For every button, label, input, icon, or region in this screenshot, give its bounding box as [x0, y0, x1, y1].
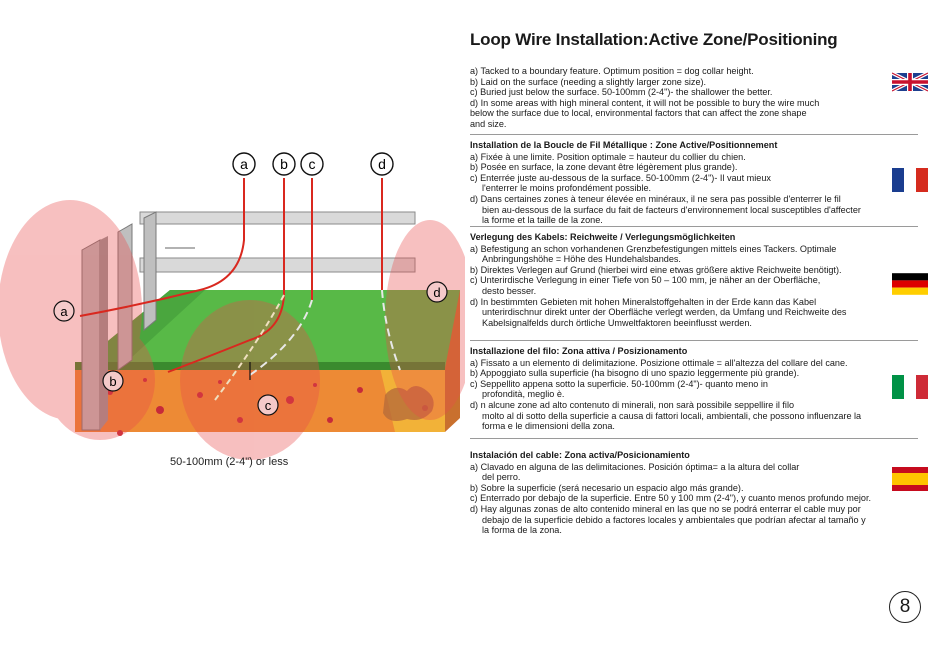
uk-flag-icon: [892, 70, 928, 94]
instruction-line: la forme et la taille de la zone.: [482, 215, 603, 226]
instruction-line: b) Laid on the surface (needing a slightly larger zone size).: [470, 76, 707, 87]
section-french: [470, 140, 940, 226]
instruction-line: a) Befestigung an schon vorhandenen Grenzbefestigungen mittels eines Tackers. Optimale: [470, 243, 837, 254]
marker-d-top: [371, 153, 393, 175]
section-heading: Installazione del filo: Zona attiva / Posizionamento: [470, 346, 688, 356]
svg-text:b: b: [280, 156, 288, 172]
instruction-line: Anbringungshöhe = Höhe des Hundehalsbandes.: [482, 254, 681, 265]
instruction-line: c) Unterirdische Verlegung in einer Tiefe von 50 – 100 mm, je näher an der Oberfläche,: [470, 275, 821, 286]
depth-caption: 50-100mm (2-4") or less: [170, 456, 289, 468]
divider: [470, 226, 918, 227]
section-spanish: [470, 450, 940, 536]
svg-text:c: c: [264, 398, 272, 413]
instruction-line: b) Direktes Verlegen auf Grund (hierbei wird eine etwas größere aktive Reichweite benötigt).: [470, 264, 842, 275]
germany-flag-icon: [892, 272, 928, 296]
instruction-line: molto al di sotto della superficie a causa di fattori locali, ambientali, che possono influenzare la: [482, 410, 862, 421]
instruction-line: b) Posée en surface, la zone devant être légèrement plus grande).: [470, 162, 738, 173]
instruction-line: b) Appoggiato sulla superficie (ha bisogno di uno spazio leggermente più grande).: [470, 368, 800, 379]
france-flag-icon: [892, 168, 928, 192]
instruction-line: a) Tacked to a boundary feature. Optimum position = dog collar height.: [470, 66, 754, 76]
instruction-line: l'enterrer le moins profondément possible.: [482, 183, 652, 194]
instruction-line: b) Sobre la superficie (será necesario un espacio algo más grande).: [470, 482, 744, 493]
instruction-line: d) In some areas with high mineral content, it will not be possible to bury the wire much: [470, 97, 820, 108]
instruction-line: d) Hay algunas zonas de alto contenido mineral en las que no se podrá enterrar el cable muy por: [470, 503, 861, 514]
instruction-line: below the surface due to local, environmental factors that can affect the zone shape: [470, 108, 807, 119]
divider: [470, 134, 918, 135]
instruction-line: c) Enterrado por debajo de la superficie. Entre 50 y 100 mm (2-4"), y cuanto menos profundo mejor.: [470, 493, 872, 504]
instruction-line: a) Fixée à une limite. Position optimale = hauteur du collier du chien.: [470, 151, 746, 162]
svg-text:d: d: [433, 285, 441, 300]
spain-flag-icon: [892, 467, 928, 491]
instruction-line: unterirdischnur direkt unter der Oberfläche verlegt werden, da Umfang und Reichweite des: [482, 307, 847, 318]
instruction-line: c) Enterrée juste au-dessous de la surface. 50-100mm (2-4")- Il vaut mieux: [470, 172, 771, 183]
instruction-line: bien au-dessous de la surface du fait de facteurs d'environnement local susceptibles d'affecter: [482, 204, 861, 215]
instruction-line: la forma de la zona.: [482, 525, 562, 536]
section-english: [470, 66, 940, 130]
svg-text:b: b: [109, 374, 117, 389]
instruction-line: a) Fissato a un elemento di delimitazione. Posizione ottimale = all'altezza del collare del cane.: [470, 357, 848, 368]
page-title: Loop Wire Installation:Active Zone/Positioning: [470, 30, 838, 49]
instruction-line: del perro.: [482, 472, 521, 483]
instruction-line: debajo de la superficie debido a factores locales y ambientales que podrían afectar al tamaño y: [482, 514, 866, 525]
section-heading: Instalación del cable: Zona activa/Posicionamiento: [470, 450, 690, 460]
section-heading: Installation de la Boucle de Fil Métallique : Zone Active/Positionnement: [470, 140, 778, 150]
instruction-line: forma e le dimensioni della zona.: [482, 421, 615, 432]
instruction-line: d) n alcune zone ad alto contenuto di minerali, non sarà possibile seppellire il filo: [470, 399, 795, 410]
marker-a-top: [233, 153, 255, 175]
marker-a-zone: [54, 301, 74, 321]
svg-text:c: c: [308, 156, 316, 172]
instruction-line: d) In bestimmten Gebieten mit hohen Mineralstoffgehalten in der Erde kann das Kabel: [470, 296, 817, 307]
italy-flag-icon: [892, 375, 928, 399]
instruction-line: a) Clavado en alguna de las delimitaciones. Posición óptima= a la altura del collar: [470, 461, 800, 472]
section-heading: Verlegung des Kabels: Reichweite / Verlegungsmöglichkeiten: [470, 232, 736, 242]
svg-text:a: a: [60, 304, 68, 319]
marker-b-zone: [103, 371, 123, 391]
instruction-line: c) Seppellito appena sotto la superficie. 50-100mm (2-4")- quanto meno in: [470, 378, 768, 389]
page-number: 8: [889, 591, 921, 623]
instruction-line: profondità, meglio è.: [482, 389, 565, 400]
instruction-line: and size.: [470, 118, 507, 129]
instruction-line: c) Buried just below the surface. 50-100mm (2-4")- the shallower the better.: [470, 87, 773, 98]
svg-text:d: d: [378, 156, 386, 172]
marker-d-zone: [427, 282, 447, 302]
instruction-line: Kabelsignalfelds durch örtliche Umweltfaktoren beeinflusst werden.: [482, 317, 752, 328]
divider: [470, 438, 918, 439]
svg-text:a: a: [240, 156, 248, 172]
instruction-line: d) Dans certaines zones à teneur élevée en minéraux, il ne sera pas possible d'enterrer le fil: [470, 193, 841, 204]
section-german: [470, 232, 940, 328]
divider: [470, 340, 918, 341]
marker-c-top: [301, 153, 323, 175]
marker-c-zone: [258, 395, 278, 415]
marker-b-top: [273, 153, 295, 175]
instruction-line: desto besser.: [482, 285, 537, 296]
loop-wire-diagram: [0, 0, 465, 480]
section-italian: [470, 346, 940, 432]
